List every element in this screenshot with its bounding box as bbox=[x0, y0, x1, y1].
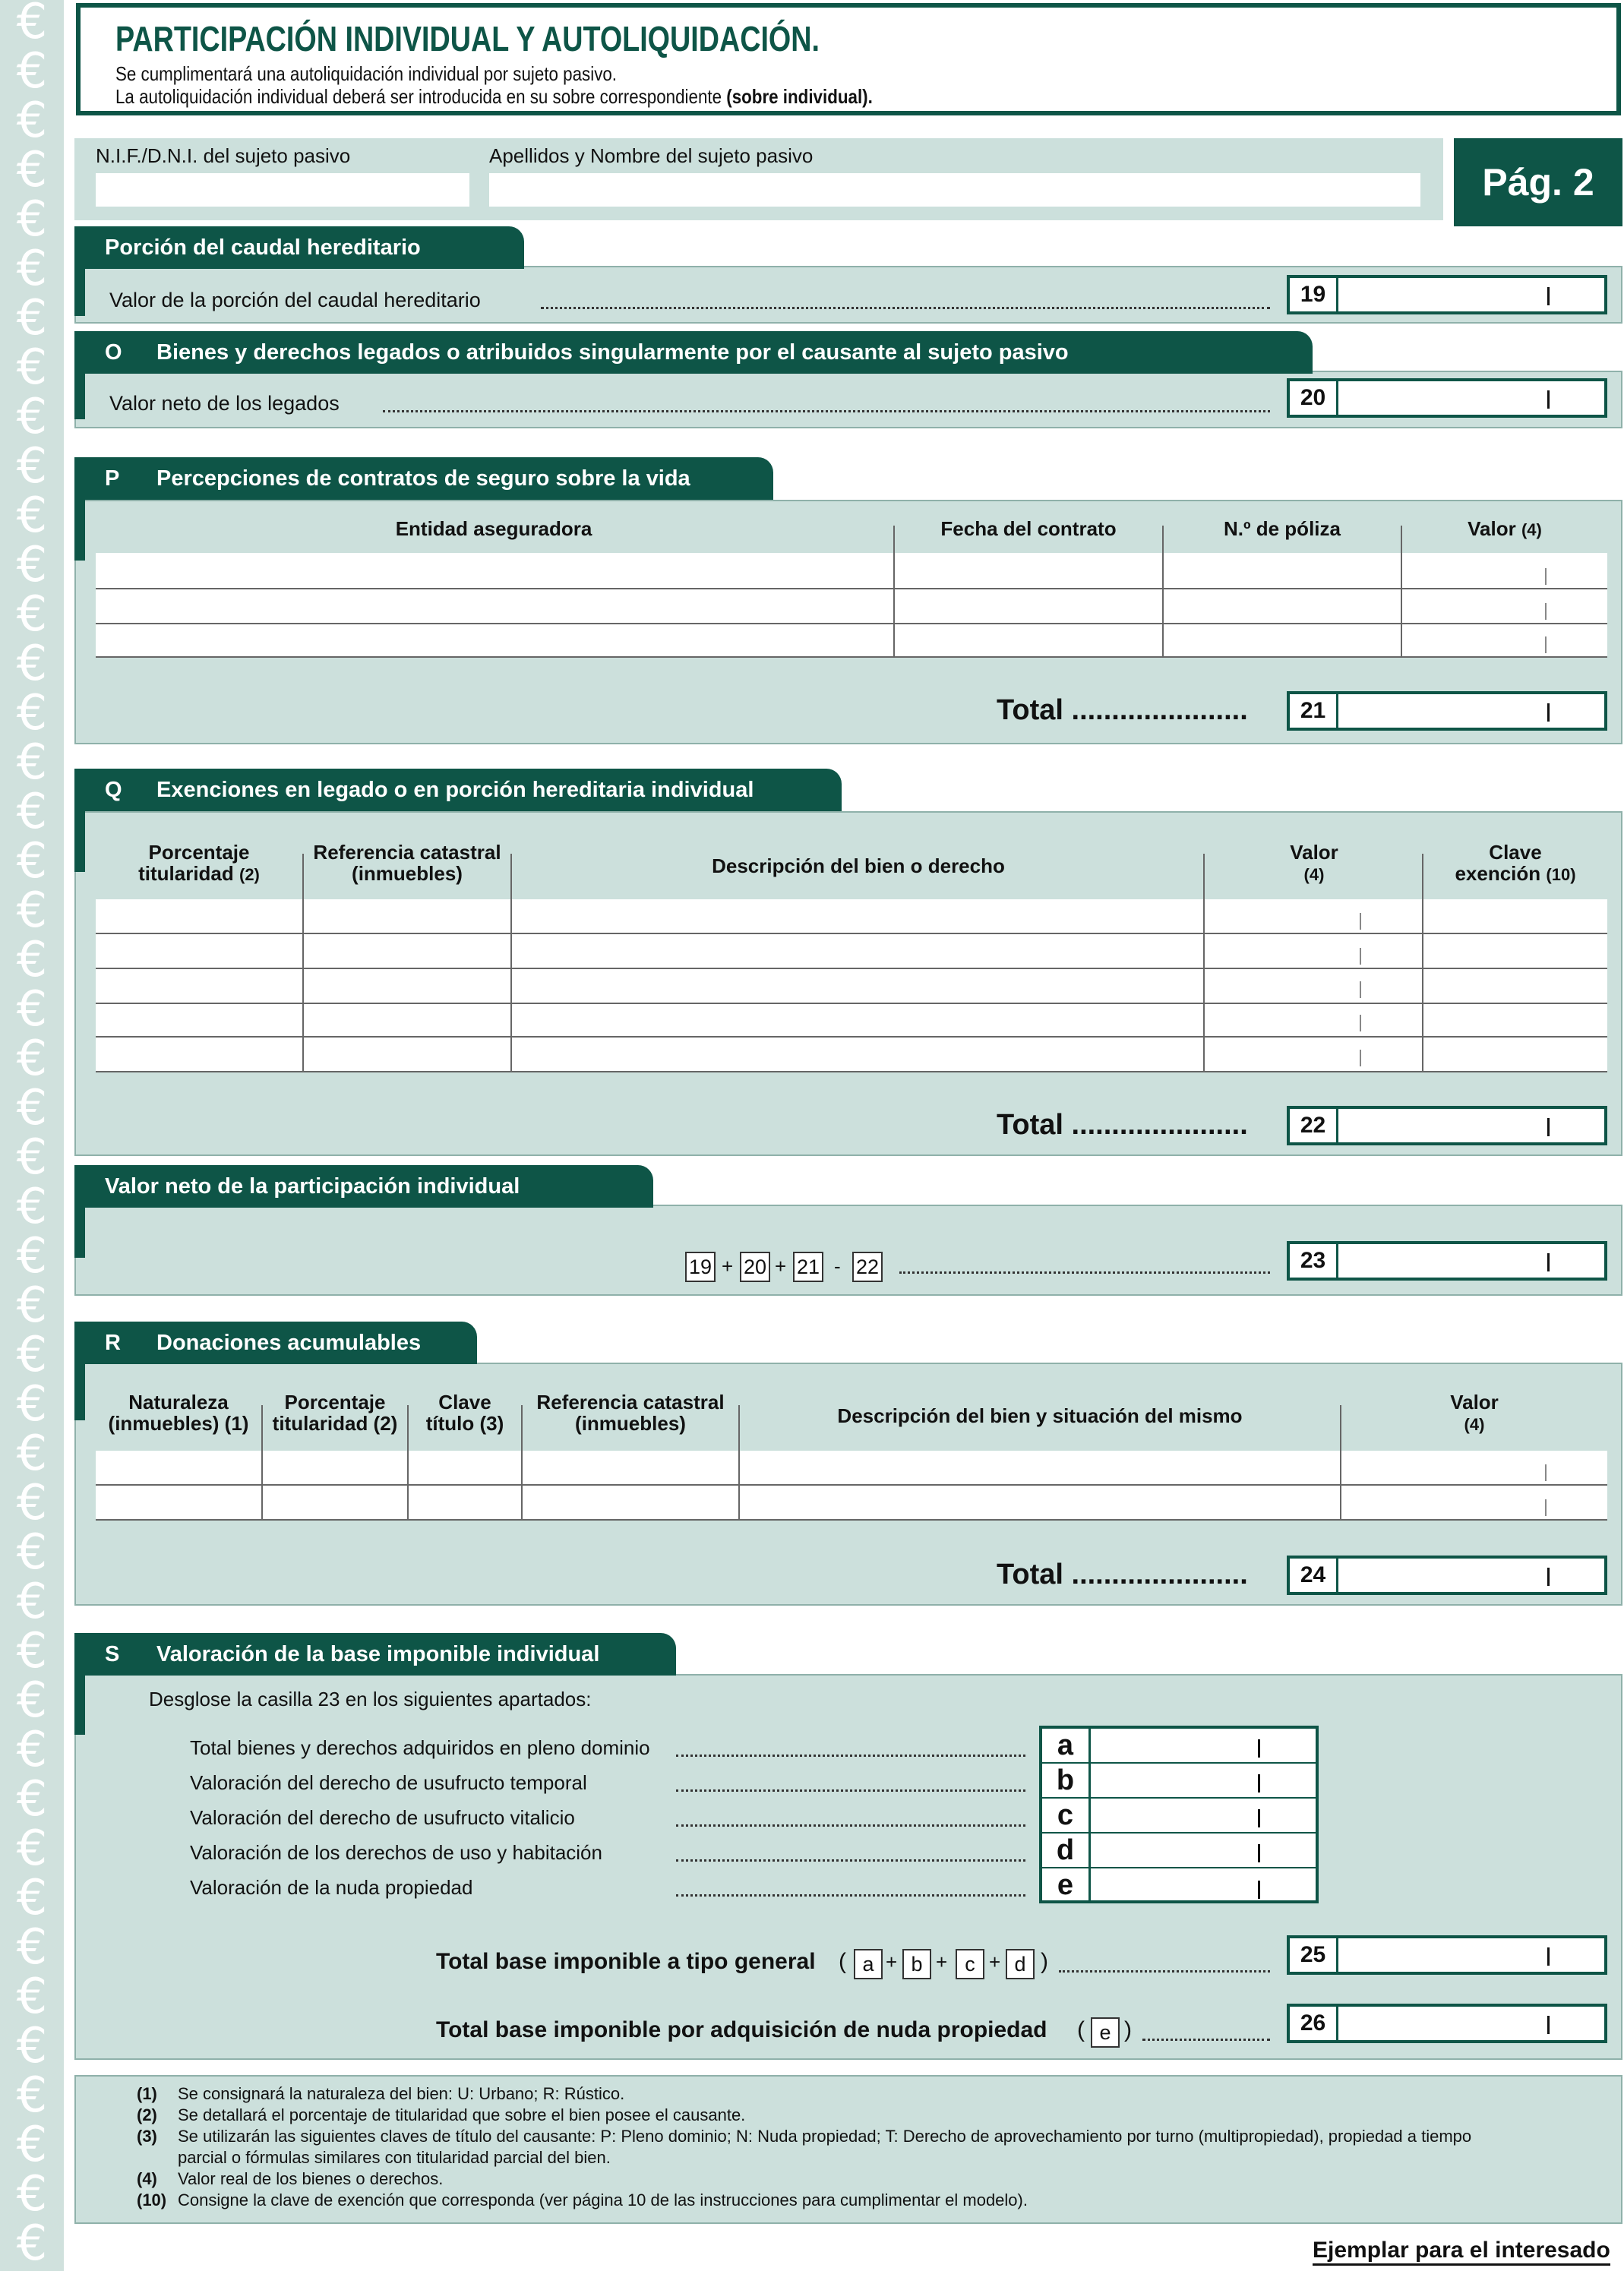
section-o-dots bbox=[383, 410, 1270, 412]
box-25-decimal-mark bbox=[1547, 1947, 1550, 1966]
euro-icon: € bbox=[16, 1623, 48, 1679]
euro-icon: € bbox=[16, 142, 48, 198]
euro-icon: € bbox=[16, 537, 48, 593]
euro-icon: € bbox=[16, 2117, 48, 2173]
euro-icon: € bbox=[16, 833, 48, 889]
box-22-decimal-mark bbox=[1547, 1118, 1550, 1136]
euro-icon: € bbox=[16, 734, 48, 791]
euro-icon: € bbox=[16, 389, 48, 445]
section-q-tab bbox=[74, 769, 842, 811]
section-q-tab-bar bbox=[74, 811, 85, 872]
footnote-text: Se detallará el porcentaje de titularidad que sobre el bien posee el causante. bbox=[178, 2105, 746, 2124]
euro-icon: € bbox=[16, 340, 48, 396]
section-s-tab bbox=[74, 1633, 676, 1676]
footnote-number: (3) bbox=[137, 2127, 157, 2146]
header-instruction-1: Se cumplimentará una autoliquidación individual por sujeto pasivo. bbox=[115, 62, 618, 85]
box-e-letter: e bbox=[1042, 1868, 1091, 1903]
euro-icon: € bbox=[16, 784, 48, 840]
euro-icon: € bbox=[16, 1771, 48, 1827]
section-q-letter: Q bbox=[105, 778, 122, 802]
euro-icon: € bbox=[16, 488, 48, 544]
section-o-letter: O bbox=[105, 340, 122, 365]
section-p-table[interactable] bbox=[96, 553, 1607, 658]
euro-icon: € bbox=[16, 1919, 48, 1976]
valor-neto-tab bbox=[74, 1165, 653, 1208]
euro-icon: € bbox=[16, 43, 48, 99]
euro-icon: € bbox=[16, 636, 48, 692]
formula-box-e: e bbox=[1091, 2017, 1120, 2048]
breakdown-dots-c bbox=[676, 1824, 1025, 1827]
total-general-dots bbox=[1059, 1970, 1270, 1973]
valor-neto-dots bbox=[899, 1271, 1270, 1274]
section-o-title: Bienes y derechos legados o atribuidos singularmente por el causante al sujeto pasivo bbox=[156, 340, 1069, 365]
euro-icon: € bbox=[16, 1574, 48, 1630]
paren-open-nuda: ( bbox=[1077, 2017, 1085, 2042]
euro-icon: € bbox=[16, 2018, 48, 2074]
box-25-number: 25 bbox=[1290, 1938, 1338, 1972]
section-p-title: Percepciones de contratos de seguro sobre la vida bbox=[156, 466, 690, 491]
box-26-number: 26 bbox=[1290, 2007, 1338, 2040]
section-r-title: Donaciones acumulables bbox=[156, 1331, 422, 1355]
box-24-decimal-mark bbox=[1547, 1568, 1550, 1586]
box-20-decimal-mark bbox=[1547, 390, 1550, 409]
breakdown-dots-a bbox=[676, 1755, 1025, 1757]
col-valor-q: Valor (4) bbox=[1290, 841, 1338, 884]
euro-icon: € bbox=[16, 2216, 48, 2271]
box-19-number: 19 bbox=[1290, 278, 1338, 311]
col-entidad: Entidad aseguradora bbox=[395, 517, 592, 540]
formula-box-c: c bbox=[956, 1949, 984, 1979]
box-21[interactable] bbox=[1287, 691, 1607, 731]
breakdown-label-a: Total bienes y derechos adquiridos en pleno dominio bbox=[190, 1736, 650, 1759]
box-21-decimal-mark bbox=[1547, 703, 1550, 722]
box-a-letter: a bbox=[1042, 1729, 1091, 1762]
euro-icon: € bbox=[16, 1426, 48, 1482]
section-s-title: Valoración de la base imponible individual bbox=[156, 1642, 600, 1666]
euro-icon: € bbox=[16, 586, 48, 643]
box-24[interactable] bbox=[1287, 1556, 1607, 1595]
euro-icon: € bbox=[16, 1672, 48, 1729]
box-26[interactable] bbox=[1287, 2004, 1607, 2043]
porcion-tab bbox=[74, 226, 524, 269]
col-clave-q: Clave exención (10) bbox=[1455, 841, 1576, 885]
footnote bbox=[137, 2084, 624, 2104]
col-porcentaje-r: Porcentaje titularidad (2) bbox=[272, 1391, 398, 1435]
box-20[interactable] bbox=[1287, 378, 1607, 418]
form-header bbox=[76, 3, 1621, 115]
col-naturaleza-r: Naturaleza (inmuebles) (1) bbox=[108, 1391, 249, 1435]
box-26-decimal-mark bbox=[1547, 2016, 1550, 2034]
breakdown-dots-d bbox=[676, 1859, 1025, 1862]
euro-icon: € bbox=[16, 981, 48, 1038]
box-23-decimal-mark bbox=[1547, 1253, 1550, 1271]
footnote-text: Valor real de los bienes o derechos. bbox=[178, 2169, 444, 2188]
col-referencia-r: Referencia catastral (inmuebles) bbox=[536, 1391, 725, 1435]
euro-icon: € bbox=[16, 685, 48, 741]
col-poliza: N.º de póliza bbox=[1224, 517, 1341, 540]
euro-icon: € bbox=[16, 1870, 48, 1926]
breakdown-dots-b bbox=[676, 1789, 1025, 1792]
box-22-number: 22 bbox=[1290, 1109, 1338, 1142]
formula-op-2: + bbox=[775, 1255, 787, 1278]
total-general-label: Total base imponible a tipo general bbox=[436, 1949, 816, 1974]
section-r-tab-bar bbox=[74, 1363, 85, 1420]
box-25[interactable] bbox=[1287, 1935, 1607, 1975]
footnote bbox=[137, 2148, 611, 2168]
copy-label: Ejemplar para el interesado bbox=[1313, 2238, 1610, 2266]
footnote-text: parcial o fórmulas similares con titularidad parcial del bien. bbox=[178, 2148, 611, 2167]
formula-box-b: b bbox=[902, 1949, 931, 1979]
breakdown-boxes[interactable] bbox=[1039, 1726, 1319, 1903]
page-title: PARTICIPACIÓN INDIVIDUAL Y AUTOLIQUIDACIÓN. bbox=[115, 19, 820, 58]
nif-label: N.I.F./D.N.I. del sujeto pasivo bbox=[96, 144, 351, 167]
euro-icon: € bbox=[16, 1475, 48, 1531]
section-s-tab-bar bbox=[74, 1674, 85, 1735]
taxpayer-panel bbox=[74, 138, 1443, 220]
footnote bbox=[137, 2169, 443, 2189]
euro-icon: € bbox=[16, 290, 48, 346]
footnote-text: Se consignará la naturaleza del bien: U: Urbano; R: Rústico. bbox=[178, 2084, 625, 2103]
euro-icon: € bbox=[16, 0, 48, 50]
euro-icon: € bbox=[16, 1722, 48, 1778]
section-r-table[interactable] bbox=[96, 1451, 1607, 1521]
section-r-total-label: Total ...................... bbox=[997, 1559, 1248, 1590]
section-q-title: Exenciones en legado o en porción hereditaria individual bbox=[156, 778, 754, 802]
breakdown-dots-e bbox=[676, 1894, 1025, 1897]
section-r-tab bbox=[74, 1322, 477, 1364]
section-q-table[interactable] bbox=[96, 899, 1607, 1072]
euro-icon: € bbox=[16, 191, 48, 248]
header-instruction-2: La autoliquidación individual deberá ser introducida en su sobre correspondiente (sobre individual). bbox=[115, 85, 873, 108]
formula-box-21: 21 bbox=[793, 1252, 823, 1282]
formula-box-19: 19 bbox=[685, 1252, 716, 1282]
euro-icon: € bbox=[16, 1376, 48, 1432]
euro-pattern-strip bbox=[0, 0, 64, 2271]
footnote-number: (10) bbox=[137, 2190, 167, 2209]
euro-icon: € bbox=[16, 1327, 48, 1383]
euro-icon: € bbox=[16, 932, 48, 988]
footnote bbox=[137, 2190, 1028, 2210]
paren-close-nuda: ) bbox=[1124, 2017, 1132, 2042]
paren-close-general: ) bbox=[1041, 1949, 1048, 1974]
section-p-total-label: Total ...................... bbox=[997, 694, 1248, 726]
box-23[interactable] bbox=[1287, 1241, 1607, 1281]
col-valor-p: Valor (4) bbox=[1468, 517, 1542, 540]
section-o-tab-bar bbox=[74, 371, 85, 419]
euro-icon: € bbox=[16, 438, 48, 494]
section-p-letter: P bbox=[105, 466, 120, 491]
formula-plus-1: + bbox=[886, 1950, 898, 1973]
euro-icon: € bbox=[16, 1969, 48, 2025]
footnote-number: (1) bbox=[137, 2084, 157, 2103]
formula-op-1: + bbox=[722, 1255, 734, 1278]
euro-icon: € bbox=[16, 1524, 48, 1581]
box-21-number: 21 bbox=[1290, 694, 1338, 728]
col-referencia-q: Referencia catastral (inmuebles) bbox=[313, 841, 501, 885]
box-22[interactable] bbox=[1287, 1106, 1607, 1145]
formula-op-3: - bbox=[834, 1255, 841, 1278]
nif-field[interactable] bbox=[96, 173, 469, 207]
box-b-letter: b bbox=[1042, 1764, 1091, 1797]
section-o-label: Valor neto de los legados bbox=[109, 392, 340, 415]
porcion-dots bbox=[541, 307, 1270, 309]
breakdown-label-e: Valoración de la nuda propiedad bbox=[190, 1876, 473, 1899]
euro-icon: € bbox=[16, 2067, 48, 2124]
formula-box-d: d bbox=[1006, 1949, 1035, 1979]
footnote bbox=[137, 2105, 745, 2125]
footnote-number: (2) bbox=[137, 2105, 157, 2124]
section-p-tab-bar bbox=[74, 500, 85, 561]
box-c-letter: c bbox=[1042, 1799, 1091, 1832]
footnote-number: (4) bbox=[137, 2169, 157, 2188]
formula-box-a: a bbox=[854, 1949, 883, 1979]
section-p-tab bbox=[74, 457, 773, 500]
col-clave-r: Clave título (3) bbox=[425, 1391, 504, 1435]
footnote bbox=[137, 2127, 1471, 2146]
page-number: Pág. 2 bbox=[1482, 161, 1594, 204]
euro-icon: € bbox=[16, 883, 48, 939]
total-nuda-label: Total base imponible por adquisición de nuda propiedad bbox=[436, 2017, 1047, 2042]
euro-icon: € bbox=[16, 93, 48, 149]
paren-open-general: ( bbox=[839, 1949, 846, 1974]
euro-icon: € bbox=[16, 1129, 48, 1186]
formula-box-20: 20 bbox=[740, 1252, 770, 1282]
breakdown-label-d: Valoración de los derechos de uso y habitación bbox=[190, 1841, 602, 1864]
section-q-total-label: Total ...................... bbox=[997, 1109, 1248, 1141]
formula-plus-3: + bbox=[989, 1950, 1001, 1973]
euro-icon: € bbox=[16, 1031, 48, 1087]
name-field[interactable] bbox=[489, 173, 1420, 207]
section-s-panel bbox=[74, 1674, 1622, 2060]
col-descripcion-q: Descripción del bien o derecho bbox=[712, 854, 1005, 877]
breakdown-label-b: Valoración del derecho de usufructo temporal bbox=[190, 1771, 587, 1794]
porcion-label: Valor de la porción del caudal hereditario bbox=[109, 289, 481, 311]
valor-neto-tab-bar bbox=[74, 1205, 85, 1258]
col-descripcion-r: Descripción del bien y situación del mismo bbox=[837, 1404, 1243, 1427]
formula-box-22: 22 bbox=[852, 1252, 883, 1282]
page-number-badge bbox=[1454, 138, 1622, 226]
euro-icon: € bbox=[16, 1228, 48, 1284]
box-19[interactable] bbox=[1287, 275, 1607, 314]
section-s-letter: S bbox=[105, 1642, 120, 1666]
box-19-decimal-mark bbox=[1547, 287, 1550, 305]
porcion-tab-bar bbox=[74, 266, 85, 316]
box-20-number: 20 bbox=[1290, 381, 1338, 415]
valor-neto-title: Valor neto de la participación individual bbox=[105, 1174, 520, 1199]
col-valor-r: Valor (4) bbox=[1450, 1391, 1499, 1434]
box-24-number: 24 bbox=[1290, 1559, 1338, 1592]
box-d-letter: d bbox=[1042, 1834, 1091, 1867]
porcion-title: Porción del caudal hereditario bbox=[105, 235, 421, 260]
section-o-tab bbox=[74, 331, 1313, 374]
formula-plus-2: + bbox=[936, 1950, 948, 1973]
footnote-text: Se utilizarán las siguientes claves de título del causante: P: Pleno dominio; N: Nuda propiedad; T: Derecho de aprovechamiento por turno (multipropiedad), propiedad a tiempo bbox=[178, 2127, 1472, 2146]
euro-icon: € bbox=[16, 1179, 48, 1235]
col-fecha: Fecha del contrato bbox=[940, 517, 1117, 540]
euro-icon: € bbox=[16, 241, 48, 297]
total-nuda-dots bbox=[1142, 2039, 1270, 2041]
euro-icon: € bbox=[16, 1821, 48, 1877]
breakdown-label-c: Valoración del derecho de usufructo vitalicio bbox=[190, 1806, 575, 1829]
name-label: Apellidos y Nombre del sujeto pasivo bbox=[489, 144, 814, 167]
box-23-number: 23 bbox=[1290, 1244, 1338, 1278]
euro-icon: € bbox=[16, 1080, 48, 1136]
euro-icon: € bbox=[16, 1278, 48, 1334]
footnote-text: Consigne la clave de exención que corresponda (ver página 10 de las instrucciones para cumplimentar el modelo). bbox=[178, 2190, 1028, 2209]
section-r-letter: R bbox=[105, 1331, 121, 1355]
col-porcentaje-q: Porcentaje titularidad (2) bbox=[138, 841, 260, 885]
section-s-intro: Desglose la casilla 23 en los siguientes apartados: bbox=[149, 1688, 592, 1710]
euro-icon: € bbox=[16, 2166, 48, 2222]
